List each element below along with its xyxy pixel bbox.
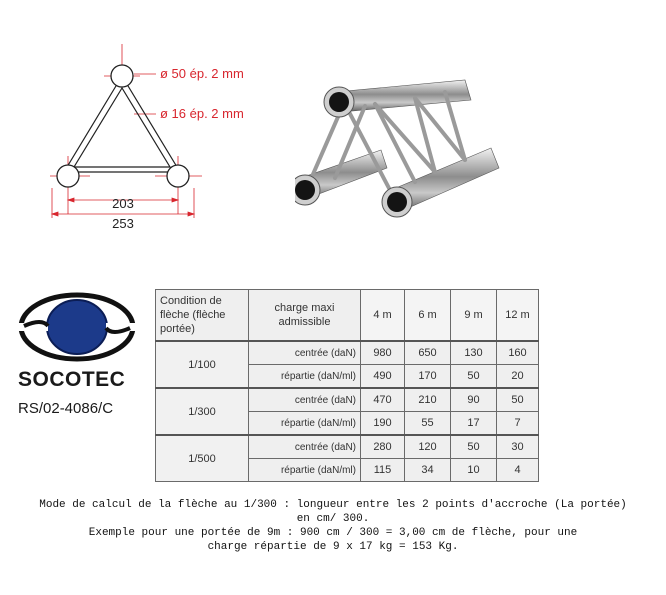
load-value: 190 (361, 412, 405, 436)
load-value: 50 (451, 435, 497, 459)
table-row (156, 388, 539, 412)
load-value: 20 (497, 365, 539, 389)
outer-tube-spec: ø 50 ép. 2 mm (160, 66, 244, 81)
load-capacity-table (155, 289, 539, 482)
load-value: 210 (405, 388, 451, 412)
inner-tube-spec: ø 16 ép. 2 mm (160, 106, 244, 121)
condition-header: Condition de flèche (flèche portée) (156, 290, 249, 342)
load-value: 34 (405, 459, 451, 482)
load-value: 55 (405, 412, 451, 436)
load-value: 130 (451, 341, 497, 365)
span-header: 9 m (451, 290, 497, 342)
inner-width-dimension: 203 (112, 196, 134, 211)
deflection-ratio: 1/100 (156, 341, 249, 388)
span-header: 6 m (405, 290, 451, 342)
load-value: 90 (451, 388, 497, 412)
charge-header: charge maxi admissible (249, 290, 361, 342)
load-value: 470 (361, 388, 405, 412)
load-value: 115 (361, 459, 405, 482)
note-line: en cm/ 300. (296, 513, 370, 525)
deflection-ratio: 1/300 (156, 388, 249, 435)
deflection-ratio: 1/500 (156, 435, 249, 482)
load-type: centrée (daN) (249, 388, 361, 412)
load-type: centrée (daN) (249, 435, 361, 459)
load-value: 160 (497, 341, 539, 365)
note-line: Mode de calcul de la flèche au 1/300 : longueur entre les 2 points d'accroche (La portée) (39, 499, 627, 511)
outer-width-dimension: 253 (112, 216, 134, 231)
load-value: 170 (405, 365, 451, 389)
table-header-row (156, 290, 539, 342)
calculation-note (0, 498, 666, 554)
load-value: 30 (497, 435, 539, 459)
load-value: 280 (361, 435, 405, 459)
certificate-number: RS/02-4086/C (18, 400, 114, 417)
span-header: 12 m (497, 290, 539, 342)
load-value: 650 (405, 341, 451, 365)
load-value: 4 (497, 459, 539, 482)
load-value: 980 (361, 341, 405, 365)
load-value: 10 (451, 459, 497, 482)
span-header: 4 m (361, 290, 405, 342)
brand-name: SOCOTEC (18, 368, 126, 391)
load-value: 17 (451, 412, 497, 436)
truss-product-image (295, 60, 525, 235)
load-type: répartie (daN/ml) (249, 365, 361, 389)
load-type: centrée (daN) (249, 341, 361, 365)
load-value: 490 (361, 365, 405, 389)
note-line: Exemple pour une portée de 9m : 900 cm / 300 = 3,00 cm de flèche, pour une (88, 527, 578, 539)
load-type: répartie (daN/ml) (249, 412, 361, 436)
note-line: charge répartie de 9 x 17 kg = 153 Kg. (207, 541, 459, 553)
socotec-logo (18, 292, 136, 362)
load-value: 50 (451, 365, 497, 389)
load-value: 7 (497, 412, 539, 436)
table-row (156, 341, 539, 365)
load-type: répartie (daN/ml) (249, 459, 361, 482)
load-value: 50 (497, 388, 539, 412)
truss-cross-section-diagram (30, 38, 290, 238)
load-value: 120 (405, 435, 451, 459)
table-row (156, 435, 539, 459)
